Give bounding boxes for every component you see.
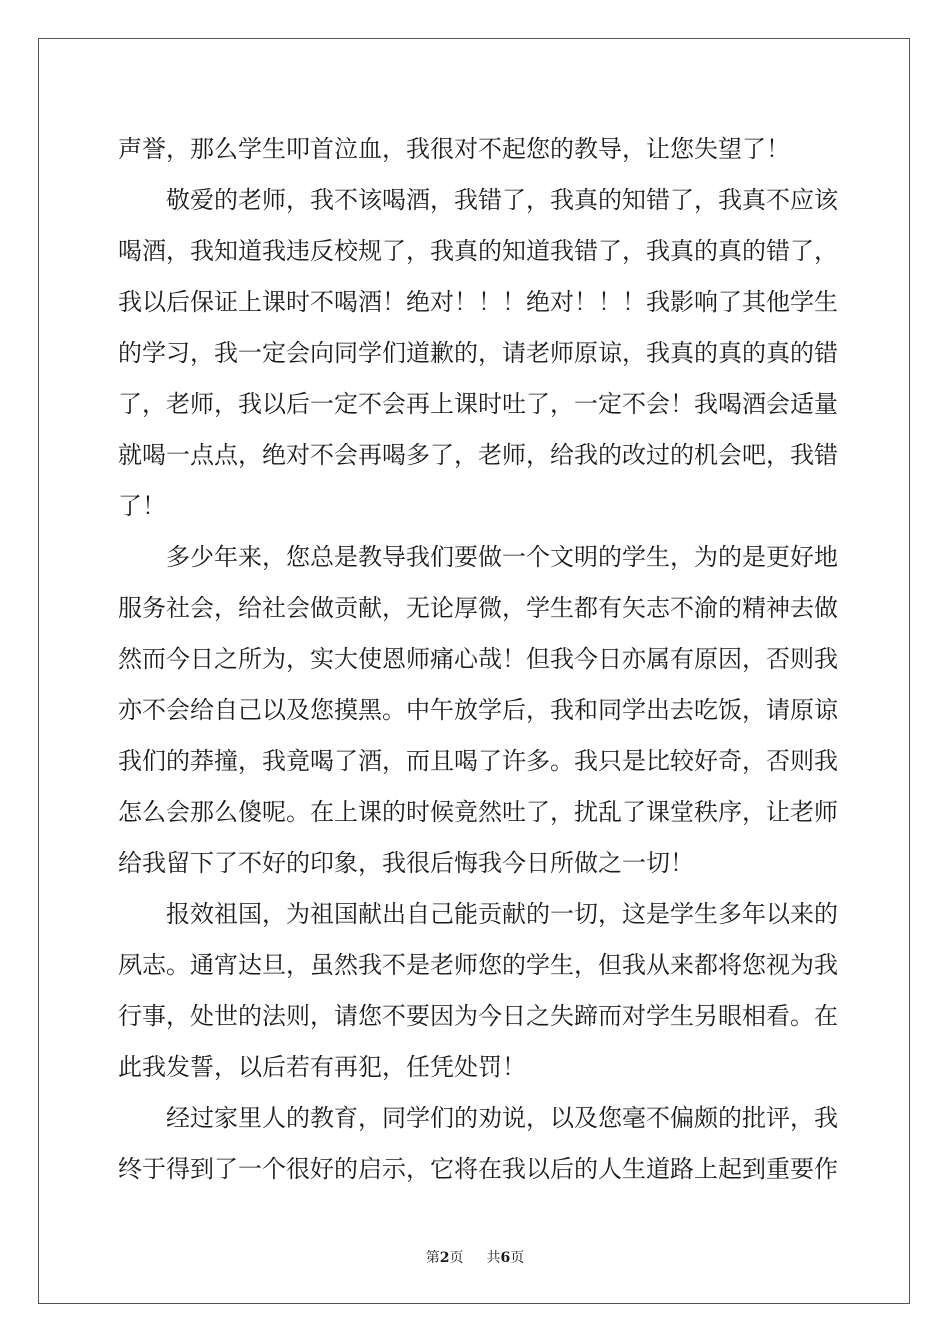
text-line: 服务社会，给社会做贡献，无论厚微，学生都有矢志不渝的精神去做 (118, 594, 838, 622)
total-pages-indicator (486, 1248, 524, 1268)
text-line: 我们的莽撞，我竟喝了酒，而且喝了许多。我只是比较好奇，否则我 (118, 747, 838, 775)
page-indicator (426, 1248, 464, 1268)
text-line: 喝酒，我知道我违反校规了，我真的知道我错了，我真的真的错了， (118, 237, 838, 265)
text-line: 怎么会那么傻呢。在上课的时候竟然吐了，扰乱了课堂秩序，让老师 (118, 798, 838, 826)
text-line: 此我发誓，以后若有再犯，任凭处罚！ (118, 1053, 526, 1081)
page-number: 2 (439, 1250, 450, 1266)
document-body (118, 124, 838, 1195)
page-prefix: 第 (425, 1250, 440, 1266)
text-line: 了！ (118, 492, 166, 520)
total-pages: 6 (500, 1250, 511, 1266)
text-line: 就喝一点点，绝对不会再喝多了，老师，给我的改过的机会吧，我错 (118, 441, 838, 469)
text-line: 声誉，那么学生叩首泣血，我很对不起您的教导，让您失望了！ (118, 135, 790, 163)
text-line: 了，老师，我以后一定不会再上课时吐了，一定不会！我喝酒会适量 (118, 390, 838, 418)
text-line: 给我留下了不好的印象，我很后悔我今日所做之一切！ (118, 849, 694, 877)
text-line: 终于得到了一个很好的启示，它将在我以后的人生道路上起到重要作 (118, 1155, 838, 1183)
total-suffix: 页 (510, 1250, 525, 1266)
text-line: 然而今日之所为，实大使恩师痛心哉！但我今日亦属有原因，否则我 (118, 645, 838, 673)
page-footer (0, 1248, 950, 1268)
text-line: 的学习，我一定会向同学们道歉的，请老师原谅，我真的真的真的错 (118, 339, 838, 367)
text-line: 我以后保证上课时不喝酒！绝对！！！绝对！！！我影响了其他学生 (118, 288, 838, 316)
total-prefix: 共 (486, 1250, 501, 1266)
text-line: 敬爱的老师，我不该喝酒，我错了，我真的知错了，我真不应该 (166, 186, 838, 214)
text-line: 行事，处世的法则，请您不要因为今日之失蹄而对学生另眼相看。在 (118, 1002, 838, 1030)
text-line: 多少年来，您总是教导我们要做一个文明的学生，为的是更好地 (166, 543, 838, 571)
text-line: 夙志。通宵达旦，虽然我不是老师您的学生，但我从来都将您视为我 (118, 951, 838, 979)
page-suffix: 页 (449, 1250, 464, 1266)
text-line: 亦不会给自己以及您摸黑。中午放学后，我和同学出去吃饭，请原谅 (118, 696, 838, 724)
text-line: 经过家里人的教育，同学们的劝说，以及您毫不偏颇的批评，我 (166, 1104, 838, 1132)
text-line: 报效祖国，为祖国献出自己能贡献的一切，这是学生多年以来的 (166, 900, 838, 928)
